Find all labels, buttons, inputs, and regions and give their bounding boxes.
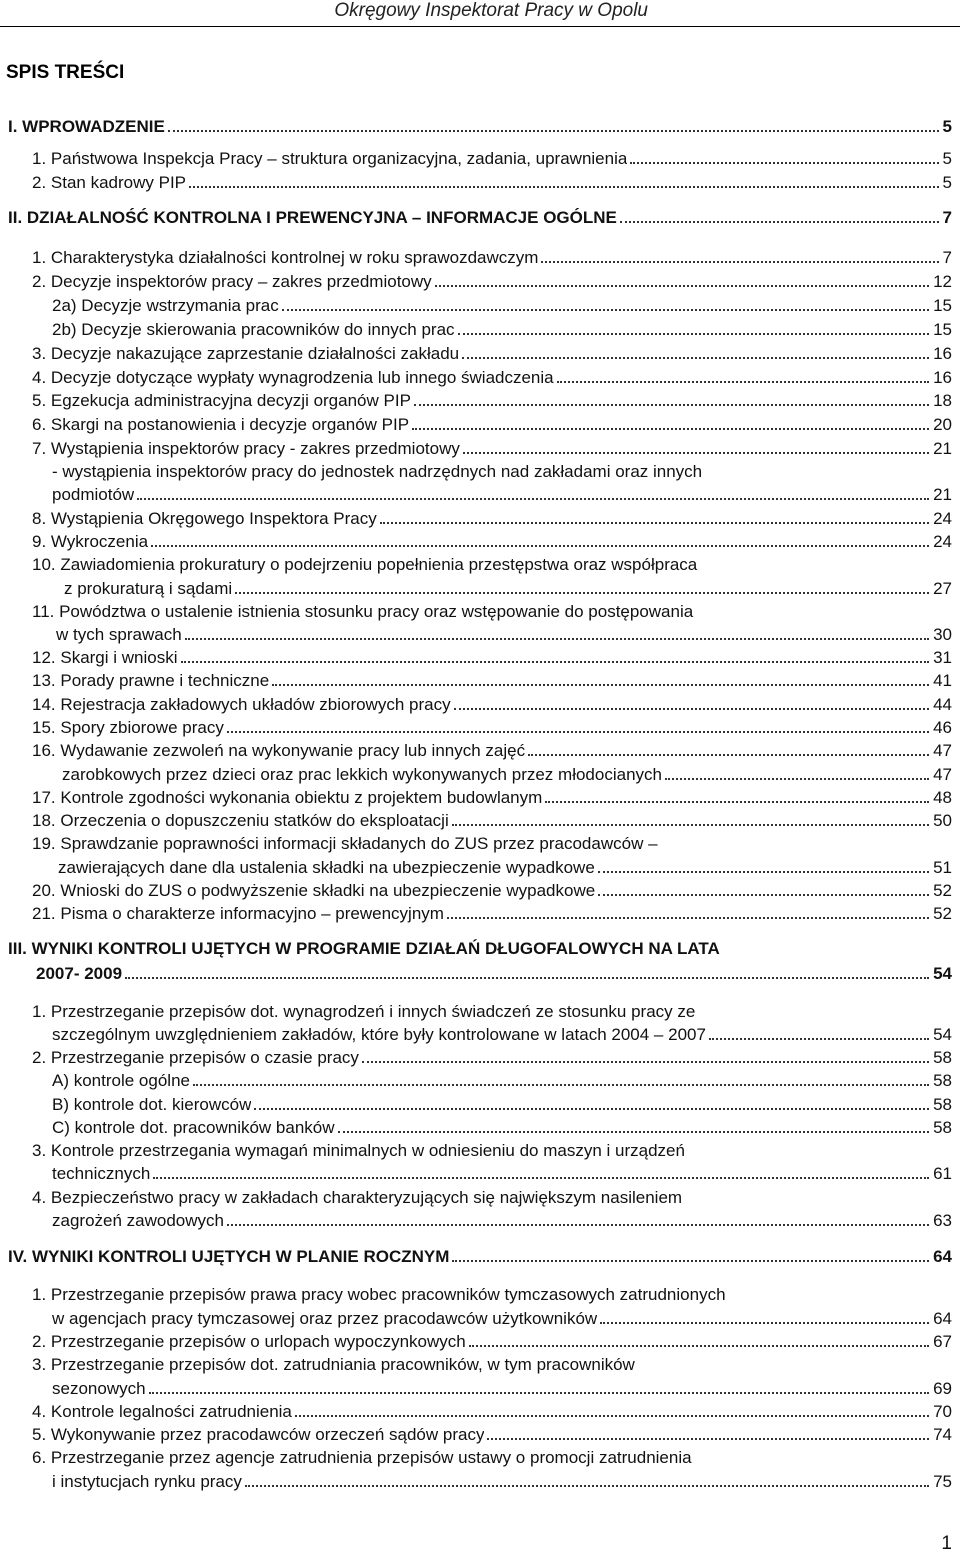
toc-page-number: 75 [933,1472,952,1491]
toc-entry-text: 6. Przestrzeganie przez agencje zatrudnienia przepisów ustawy o promocji zatrudnienia [32,1448,692,1467]
dot-leader [151,545,929,547]
toc-entry-text: 5. Egzekucja administracyjna decyzji organów PIP [32,391,411,410]
toc-entry-text: 2. Przestrzeganie przepisów o czasie pracy [32,1048,359,1067]
toc-entry-text: 14. Rejestracja zakładowych układów zbiorowych pracy [32,695,451,714]
dot-leader [272,684,929,686]
dot-leader [193,1084,929,1086]
toc-entry-text: 16. Wydawanie zezwoleń na wykonywanie pracy lub innych zajęć [32,741,526,760]
toc-entry-text: 12. Skargi i wnioski [32,648,178,667]
toc-entry-text: w agencjach pracy tymczasowej oraz przez pracodawców użytkowników [52,1309,598,1328]
toc-entry-text: 18. Orzeczenia o dopuszczeniu statków do eksploatacji [32,811,449,830]
toc-entry [52,319,952,341]
toc-page-number: 47 [933,741,952,760]
toc-page-number: 21 [933,485,952,504]
toc-entry [32,903,952,925]
dot-leader [469,1345,929,1347]
toc-entry [32,647,952,669]
toc-entry [52,1094,952,1116]
dot-leader [254,1108,929,1110]
toc-page-number: 44 [933,695,952,714]
toc-page-number: 15 [933,320,952,339]
toc-entry [36,963,952,985]
toc-entry [32,1331,952,1353]
toc-entry-text: 15. Spory zbiorowe pracy [32,718,224,737]
toc-entry [8,207,952,229]
dot-leader [454,708,929,710]
toc-page-number: 5 [942,173,952,192]
dot-leader [557,381,929,383]
toc-page-number: 52 [933,881,952,900]
dot-leader [462,357,929,359]
page-number: 1 [941,1533,952,1554]
dot-leader [412,428,929,430]
toc-entry-text: zarobkowych przez dzieci oraz prac lekkich wykonywanych przez młodocianych [62,765,662,784]
toc-entry [32,247,952,269]
toc-entry-text: B) kontrole dot. kierowców [52,1095,252,1114]
toc-entry-text: 11. Powództwa o ustalenie istnienia stosunku pracy oraz wstępowanie do postępowania [32,602,694,621]
toc-entry [32,740,952,762]
toc-entry-text: 9. Wykroczenia [32,532,149,551]
toc-page-number: 48 [933,788,952,807]
toc-entry [56,624,952,646]
toc-page-number: 58 [933,1048,952,1067]
toc-entry-text: sezonowych [52,1379,146,1398]
dot-leader [362,1061,929,1063]
toc-entry-text: 2b) Decyzje skierowania pracowników do innych prac [52,320,455,339]
toc-page-number: 63 [933,1211,952,1230]
dot-leader [380,522,929,524]
toc-page-number: 41 [933,671,952,690]
toc-entry [62,764,952,786]
dot-leader [149,1392,930,1394]
toc-entry-text: szczególnym uwzględnieniem zakładów, które były kontrolowane w latach 2004 – 2007 [52,1025,706,1044]
dot-leader [598,871,929,873]
toc-page-number: 16 [933,368,952,387]
toc-entry-text: II. DZIAŁALNOŚĆ KONTROLNA I PREWENCYJNA – INFORMACJE OGÓLNE [8,208,617,227]
dot-leader [227,731,929,733]
toc-entry [32,717,952,739]
dot-leader [620,221,939,223]
toc-page-number: 12 [933,272,952,291]
toc-entry-text: 5. Wykonywanie przez pracodawców orzeczeń sądów pracy [32,1425,485,1444]
toc-page-number: 70 [933,1402,952,1421]
toc-entry-text: 21. Pisma o charakterze informacyjno – prewencyjnym [32,904,444,923]
toc-page-number: 21 [933,439,952,458]
toc-entry [32,390,952,412]
toc-entry-text: 2. Decyzje inspektorów pracy – zakres przedmiotowy [32,272,432,291]
toc-entry [58,857,952,879]
dot-leader [452,1260,929,1262]
toc-page-number: 54 [933,964,952,983]
dot-leader [463,452,929,454]
toc-page-number: 7 [942,248,952,267]
dot-leader [709,1038,929,1040]
toc-entry-text: 1. Charakterystyka działalności kontrolnej w roku sprawozdawczym [32,248,539,267]
toc-page-number: 58 [933,1071,952,1090]
toc-entry-text: 10. Zawiadomienia prokuratury o podejrzeniu popełnienia przestępstwa oraz współpraca [32,555,698,574]
toc-page-number: 64 [933,1309,952,1328]
toc-entry-text: 3. Przestrzeganie przepisów dot. zatrudniania pracowników, w tym pracowników [32,1355,635,1374]
toc-entry-text: 2. Przestrzeganie przepisów o urlopach wypoczynkowych [32,1332,466,1351]
toc-page-number: 52 [933,904,952,923]
toc-page-number: 16 [933,344,952,363]
dot-leader [447,917,929,919]
dot-leader [181,661,930,663]
toc-entry [32,694,952,716]
toc-entry [52,1024,952,1046]
toc-entry-text: 4. Decyzje dotyczące wypłaty wynagrodzenia lub innego świadczenia [32,368,554,387]
dot-leader [452,824,929,826]
toc-entry-text: 2a) Decyzje wstrzymania prac [52,296,279,315]
toc-page-number: 69 [933,1379,952,1398]
toc-entry-text: 2. Stan kadrowy PIP [32,173,187,192]
toc-title: SPIS TREŚCI [6,62,125,83]
toc-page-number: 64 [933,1247,952,1266]
toc-entry [32,343,952,365]
dot-leader [282,309,929,311]
toc-entry-text: 20. Wnioski do ZUS o podwyższenie składki na ubezpieczenie wypadkowe [32,881,596,900]
dot-leader [458,333,930,335]
toc-page-number: 54 [933,1025,952,1044]
toc-entry-text: III. WYNIKI KONTROLI UJĘTYCH W PROGRAMIE DZIAŁAŃ DŁUGOFALOWYCH NA LATA [8,939,720,958]
dot-leader [295,1415,929,1417]
toc-page-number: 5 [942,117,952,136]
toc-page-number: 58 [933,1095,952,1114]
toc-page-number: 5 [942,149,952,168]
dot-leader [168,130,939,132]
dot-leader [665,778,929,780]
toc-entry-text: - wystąpienia inspektorów pracy do jednostek nadrzędnych nad zakładami oraz innych [52,462,703,481]
dot-leader [245,1485,929,1487]
toc-page-number: 67 [933,1332,952,1351]
toc-page-number: 30 [933,625,952,644]
dot-leader [600,1322,929,1324]
toc-entry [64,578,952,600]
dot-leader [125,977,929,979]
dot-leader [153,1177,929,1179]
dot-leader [185,638,929,640]
toc-page-number: 15 [933,296,952,315]
dot-leader [487,1438,929,1440]
toc-entry [32,414,952,436]
toc-entry [52,1308,952,1330]
toc-entry-text: 1. Przestrzeganie przepisów dot. wynagrodzeń i innych świadczeń ze stosunku pracy ze [32,1002,696,1021]
toc-entry [32,367,952,389]
toc-page-number: 7 [942,208,952,227]
toc-entry [52,1117,952,1139]
toc-entry [32,438,952,460]
dot-leader [137,498,929,500]
toc-entry-text: i instytucjach rynku pracy [52,1472,242,1491]
dot-leader [528,754,929,756]
toc-page-number: 50 [933,811,952,830]
toc-entry-text: 17. Kontrole zgodności wykonania obiektu z projektem budowlanym [32,788,543,807]
toc-entry [8,1246,952,1268]
toc-entry-text: 1. Przestrzeganie przepisów prawa pracy wobec pracowników tymczasowych zatrudnionych [32,1285,726,1304]
toc-page-number: 24 [933,532,952,551]
toc-entry [52,1471,952,1493]
dot-leader [189,186,939,188]
toc-entry-text: 7. Wystąpienia inspektorów pracy - zakres przedmiotowy [32,439,460,458]
dot-leader [541,261,938,263]
toc-page-number: 47 [933,765,952,784]
header-title: Okręgowy Inspektorat Pracy w Opolu [334,0,648,21]
dot-leader [414,404,929,406]
toc-entry [32,148,952,170]
toc-entry-text: I. WPROWADZENIE [8,117,165,136]
toc-entry-text: 3. Decyzje nakazujące zaprzestanie działalności zakładu [32,344,460,363]
toc-entry-text: 4. Kontrole legalności zatrudnienia [32,1402,292,1421]
toc-entry [32,271,952,293]
toc-entry [52,1163,952,1185]
toc-entry-text: A) kontrole ogólne [52,1071,190,1090]
toc-entry-text: w tych sprawach [56,625,182,644]
toc-entry-text: 13. Porady prawne i techniczne [32,671,270,690]
dot-leader [598,894,929,896]
toc-entry-text: 19. Sprawdzanie poprawności informacji składanych do ZUS przez pracodawców – [32,834,658,853]
dot-leader [545,801,929,803]
toc-entry [52,484,952,506]
toc-page-number: 18 [933,391,952,410]
toc-entry-text: C) kontrole dot. pracowników banków [52,1118,335,1137]
toc-entry [32,1424,952,1446]
toc-entry [32,1401,952,1423]
toc-entry [52,1070,952,1092]
toc-page-number: 46 [933,718,952,737]
toc-page-number: 51 [933,858,952,877]
toc-page-number: 20 [933,415,952,434]
toc-page-number: 27 [933,579,952,598]
toc-entry-text: 2007- 2009 [36,964,123,983]
toc-entry [8,116,952,138]
toc-entry [32,787,952,809]
toc-page-number: 31 [933,648,952,667]
toc-page-number: 74 [933,1425,952,1444]
toc-entry-text: podmiotów [52,485,135,504]
toc-entry-text: 1. Państwowa Inspekcja Pracy – struktura organizacyjna, zadania, uprawnienia [32,149,628,168]
toc-entry [32,508,952,530]
dot-leader [235,592,929,594]
toc-entry [32,172,952,194]
toc-entry [32,880,952,902]
toc-entry-text: technicznych [52,1164,151,1183]
toc-entry-text: 3. Kontrole przestrzegania wymagań minimalnych w odniesieniu do maszyn i urządzeń [32,1141,685,1160]
toc-entry-text: IV. WYNIKI KONTROLI UJĘTYCH W PLANIE ROCZNYM [8,1247,450,1266]
toc-entry [52,295,952,317]
toc-entry [32,810,952,832]
toc-entry-text: 8. Wystąpienia Okręgowego Inspektora Pracy [32,509,377,528]
toc-entry-text: 6. Skargi na postanowienia i decyzje organów PIP [32,415,410,434]
dot-leader [338,1131,930,1133]
toc-entry-text: 4. Bezpieczeństwo pracy w zakładach charakteryzujących się największym nasileniem [32,1188,683,1207]
toc-entry [32,531,952,553]
dot-leader [630,162,938,164]
toc-entry-text: z prokuraturą i sądami [64,579,233,598]
toc-entry-text: zawierających dane dla ustalenia składki na ubezpieczenie wypadkowe [58,858,595,877]
toc-page-number: 61 [933,1164,952,1183]
toc-entry [52,1210,952,1232]
toc-page-number: 58 [933,1118,952,1137]
toc-entry [32,1047,952,1069]
dot-leader [435,285,929,287]
dot-leader [227,1224,929,1226]
toc-entry [32,670,952,692]
toc-entry-text: zagrożeń zawodowych [52,1211,224,1230]
toc-entry [52,1378,952,1400]
toc-page-number: 24 [933,509,952,528]
